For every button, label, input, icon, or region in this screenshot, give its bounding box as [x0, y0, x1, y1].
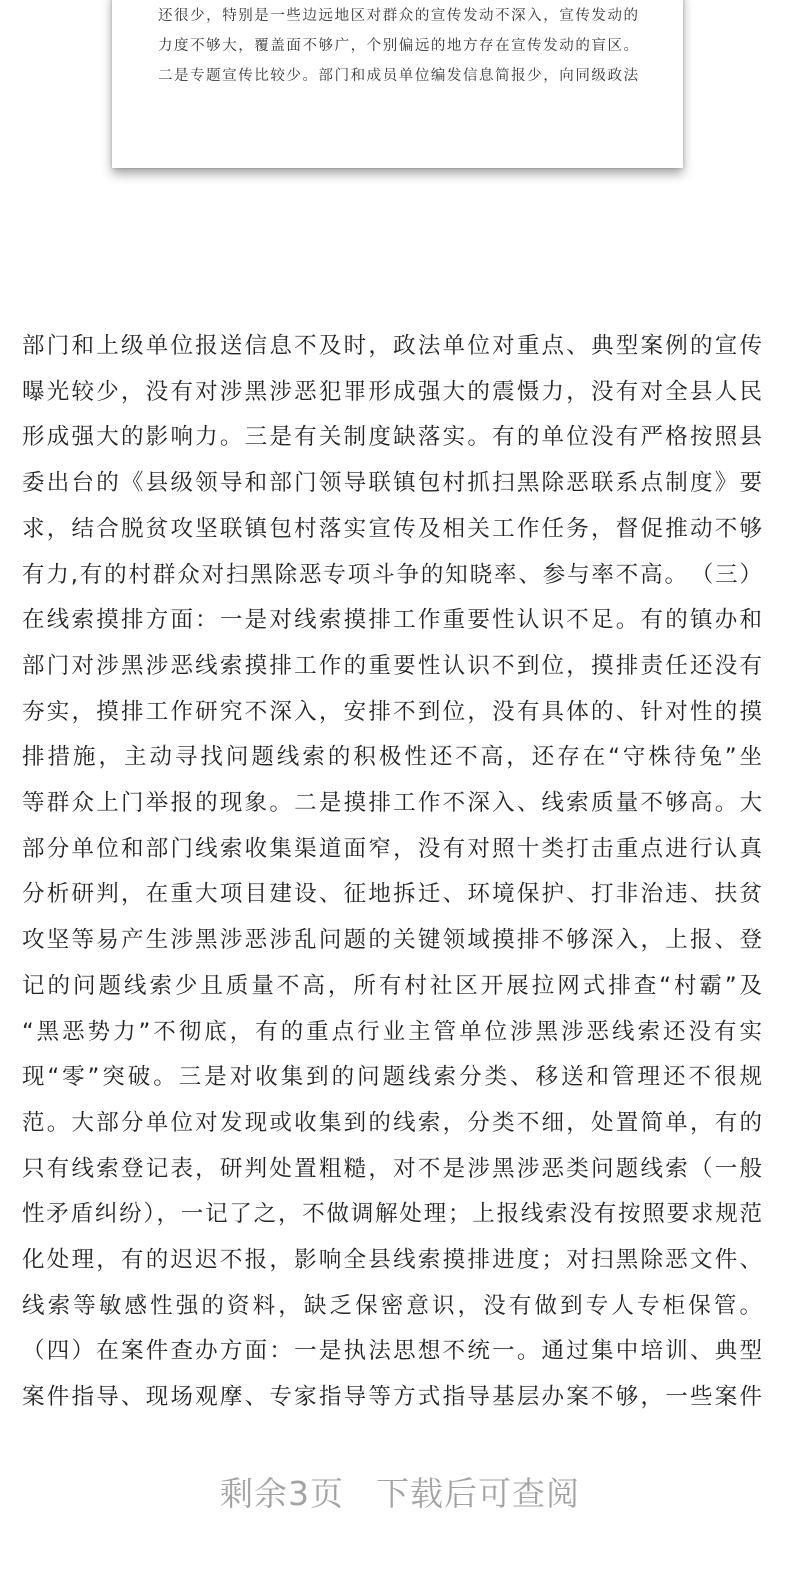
card-text-line: 二是专题宣传比较少。部门和成员单位编发信息简报少，向同级政法	[158, 68, 638, 84]
body-text-line: 排措施，主动寻找问题线索的积极性还不高，还存在“守株待兔”坐	[22, 744, 762, 771]
body-text-line: 化处理，有的迟迟不报，影响全县线索摸排进度；对扫黑除恶文件、	[22, 1247, 762, 1273]
body-text-line: 案件指导、现场观摩、专家指导等方式指导基层办案不够，一些案件	[22, 1384, 762, 1411]
body-text-line: 委出台的《县级领导和部门领导联镇包村抓扫黑除恶联系点制度》要	[22, 470, 762, 497]
body-text-line: 攻坚等易产生涉黑涉恶涉乱问题的关键领域摸排不够深入，上报、登	[22, 927, 762, 954]
body-text-line: 等群众上门举报的现象。二是摸排工作不深入、线索质量不够高。大	[22, 790, 762, 816]
preview-page-card	[112, 0, 683, 168]
body-text-line: 现“零”突破。三是对收集到的问题线索分类、移送和管理还不很规	[22, 1064, 762, 1091]
body-text-line: 夯实，摸排工作研究不深入，安排不到位，没有具体的、针对性的摸	[22, 698, 762, 725]
body-text-line: 只有线索登记表，研判处置粗糙，对不是涉黑涉恶类问题线索（一般	[22, 1155, 762, 1182]
body-text-line: 求，结合脱贫攻坚联镇包村落实宣传及相关工作任务，督促推动不够	[22, 515, 762, 542]
remaining-pages-text: 剩余3页	[220, 1474, 344, 1513]
card-text-line: 还很少，特别是一些边远地区对群众的宣传发动不深入，宣传发动的	[158, 8, 638, 24]
body-text-line: “黑恶势力”不彻底，有的重点行业主管单位涉黑涉恶线索还没有实	[22, 1018, 762, 1045]
body-text-line: 性矛盾纠纷），一记了之，不做调解处理；上报线索没有按照要求规范	[22, 1201, 762, 1228]
download-hint-text: 下载后可查阅	[376, 1474, 580, 1513]
body-text-line: 线索等敏感性强的资料，缺乏保密意识，没有做到专人专柜保管。	[22, 1292, 762, 1319]
body-text-line: 曝光较少，没有对涉黑涉恶犯罪形成强大的震慑力，没有对全县人民	[22, 378, 762, 405]
body-text-line: 在线索摸排方面：一是对线索摸排工作重要性认识不足。有的镇办和	[22, 607, 762, 634]
body-text-line: 部分单位和部门线索收集渠道面窄，没有对照十类打击重点进行认真	[22, 835, 762, 862]
body-text-line: 记的问题线索少且质量不高，所有村社区开展拉网式排查“村霸”及	[22, 972, 762, 999]
body-text-line: 有力,有的村群众对扫黑除恶专项斗争的知晓率、参与率不高。 （三）	[22, 561, 762, 588]
body-text-line: 部门对涉黑涉恶线索摸排工作的重要性认识不到位，摸排责任还没有	[22, 652, 762, 679]
body-text-line: 部门和上级单位报送信息不及时，政法单位对重点、典型案例的宣传	[22, 333, 762, 359]
body-text-line: 范。大部分单位对发现或收集到的线索，分类不细，处置简单，有的	[22, 1109, 762, 1136]
body-text-line: （四）在案件查办方面：一是执法思想不统一。通过集中培训、典型	[22, 1338, 762, 1365]
card-text-line: 力度不够大，覆盖面不够广，个别偏远的地方存在宣传发动的盲区。	[158, 38, 638, 54]
body-text-line: 形成强大的影响力。三是有关制度缺落实。有的单位没有严格按照县	[22, 424, 762, 451]
body-text-line: 分析研判，在重大项目建设、征地拆迁、环境保护、打非治违、扶贫	[22, 881, 762, 908]
remaining-pages-banner[interactable]	[0, 1468, 800, 1515]
